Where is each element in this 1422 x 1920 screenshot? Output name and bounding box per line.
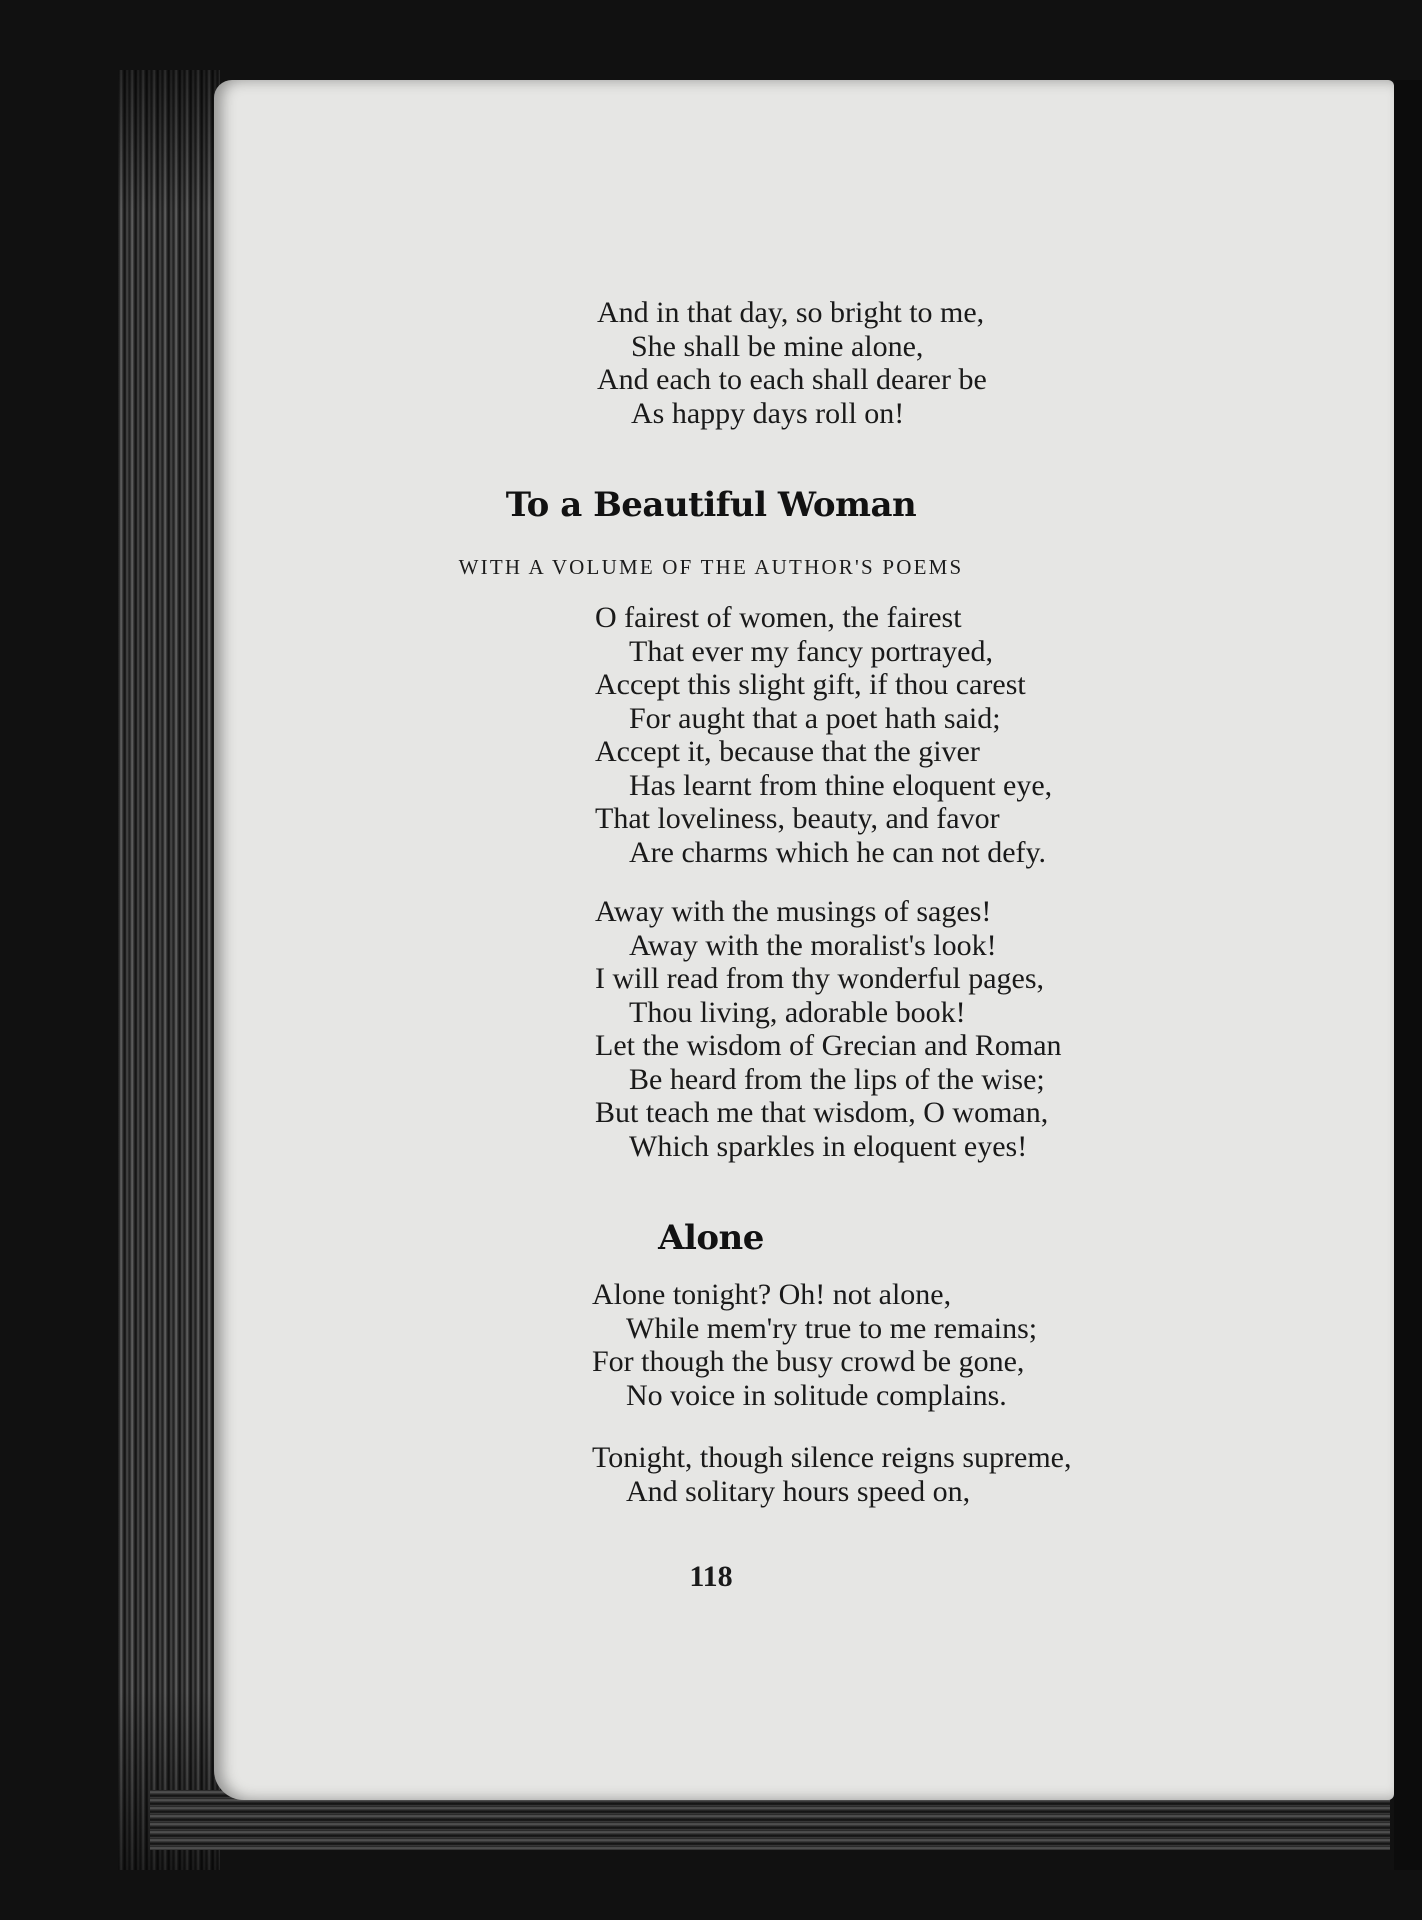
poem-title: Alone [658,1218,764,1258]
verse-line: Away with the moralist's look! [629,928,997,962]
verse-line: Away with the musings of sages! [595,895,992,928]
poem-stanza [592,1278,1037,1412]
book-binding-edge [118,70,220,1870]
verse-line: For though the busy crowd be gone, [592,1345,1025,1378]
verse-line: Alone tonight? Oh! not alone, [592,1278,952,1311]
verse-line: But teach me that wisdom, O woman, [595,1096,1049,1129]
verse-line: As happy days roll on! [631,396,905,430]
verse-line: That loveliness, beauty, and favor [595,802,1000,835]
carryover-stanza [597,296,987,430]
verse-line: And each to each shall dearer be [597,363,987,396]
verse-line: Accept it, because that the giver [595,735,980,768]
verse-line: And in that day, so bright to me, [597,296,985,329]
facing-page-edge [1394,80,1422,1870]
verse-line: O fairest of women, the fairest [595,601,962,634]
poem-stanza [592,1441,1071,1508]
verse-line: That ever my fancy portrayed, [629,634,993,668]
verse-line: And solitary hours speed on, [626,1474,971,1508]
verse-line: She shall be mine alone, [631,329,924,363]
verse-line: Be heard from the lips of the wise; [629,1062,1045,1096]
verse-line: I will read from thy wonderful pages, [595,962,1045,995]
verse-line: While mem'ry true to me remains; [626,1311,1038,1345]
verse-line: Are charms which he can not defy. [629,835,1047,869]
verse-line: Which sparkles in eloquent eyes! [629,1129,1028,1163]
page-number: 118 [689,1560,733,1593]
poem-title: To a Beautiful Woman [505,485,917,525]
poem-subtitle: WITH A VOLUME OF THE AUTHOR'S POEMS [458,555,964,579]
verse-line: No voice in solitude complains. [626,1378,1007,1412]
verse-line: Has learnt from thine eloquent eye, [629,768,1053,802]
verse-line: Tonight, though silence reigns supreme, [592,1441,1072,1474]
verse-line: Thou living, adorable book! [629,995,966,1029]
verse-line: Accept this slight gift, if thou carest [595,668,1026,701]
verse-line: For aught that a poet hath said; [629,701,1001,735]
poem-stanza [595,895,1062,1163]
verse-line: Let the wisdom of Grecian and Roman [595,1029,1062,1062]
poem-stanza [595,601,1052,869]
